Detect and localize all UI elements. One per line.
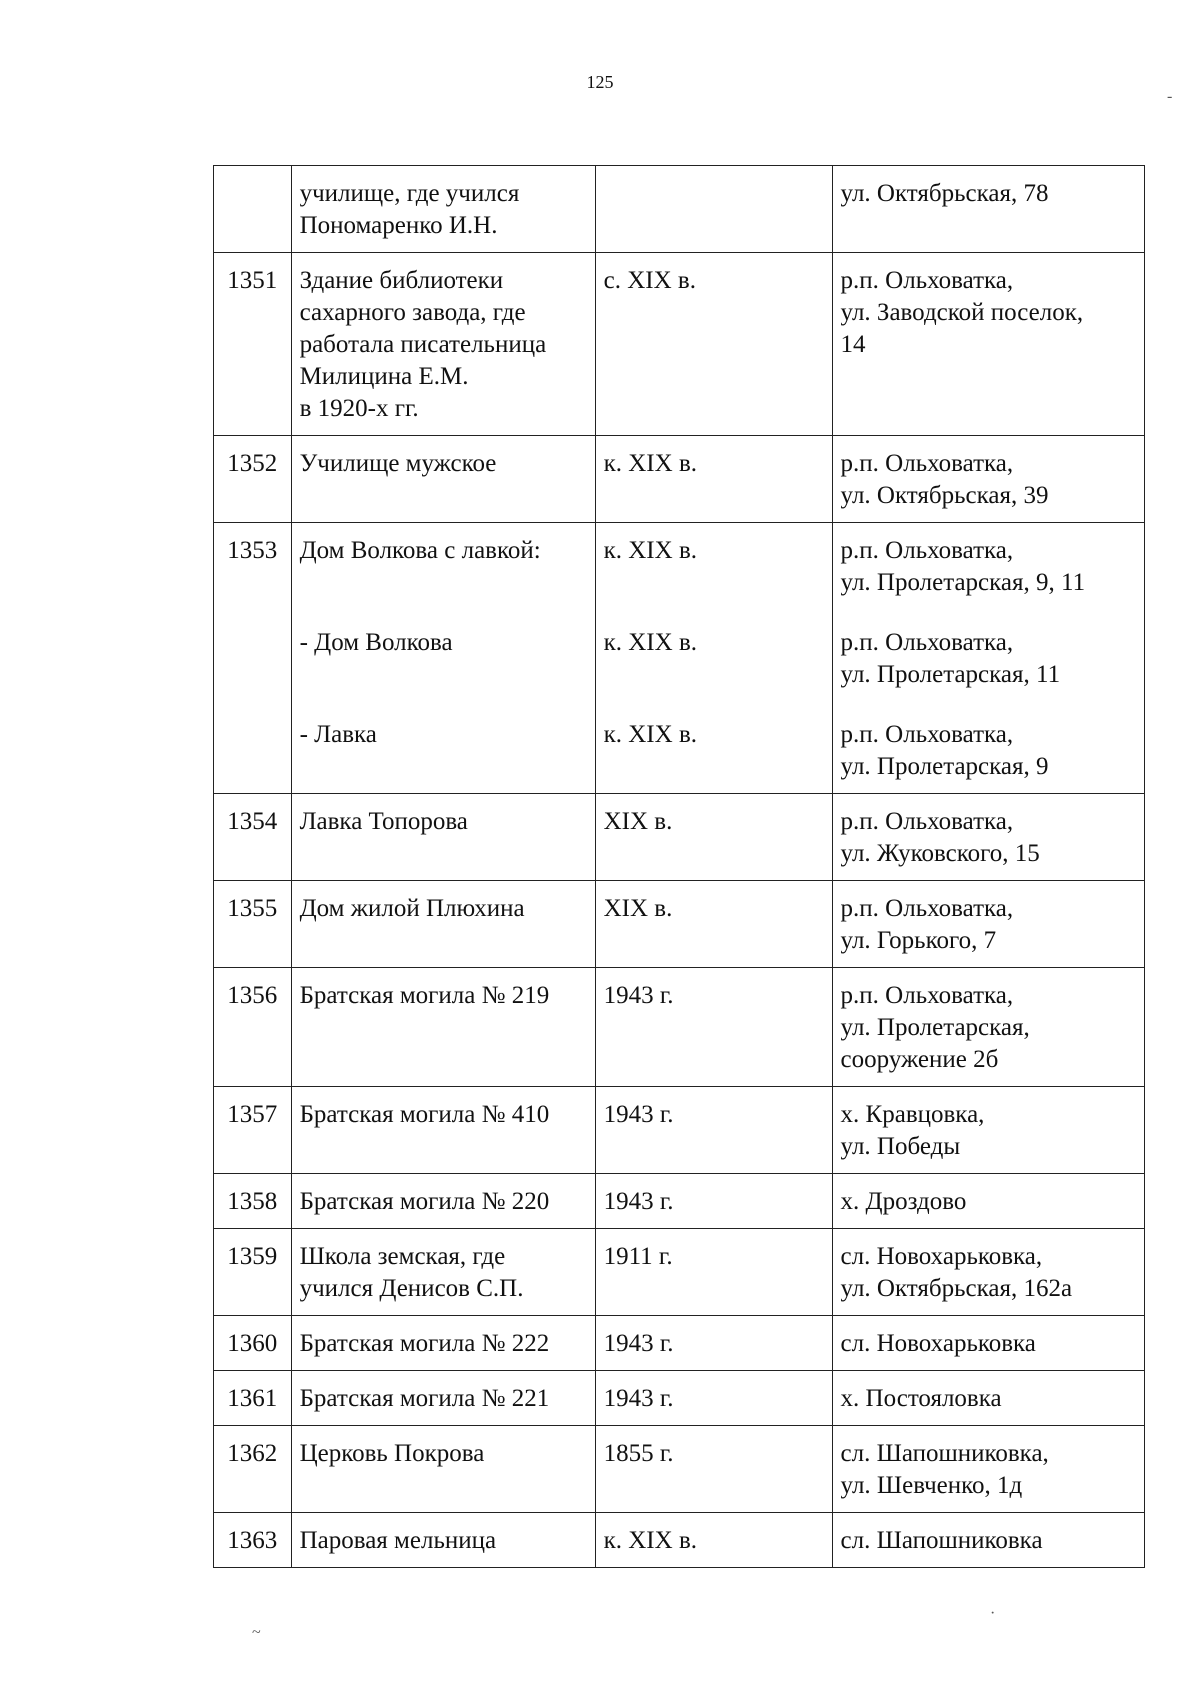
scan-speck: ~ xyxy=(252,1624,261,1641)
object-address-line: р.п. Ольховатка, xyxy=(840,721,1014,748)
table-row xyxy=(214,253,1145,436)
object-name-line: Здание библиотеки xyxy=(299,267,504,294)
monuments-table xyxy=(213,165,1145,1568)
row-number: 1361 xyxy=(214,1371,292,1426)
row-number: 1356 xyxy=(214,968,292,1087)
object-address-line: р.п. Ольховатка, xyxy=(840,450,1014,477)
object-date xyxy=(595,1229,832,1316)
table-row xyxy=(214,1513,1145,1568)
object-name xyxy=(291,253,595,436)
object-name xyxy=(291,523,595,794)
row-number: 1355 xyxy=(214,881,292,968)
object-name-line: Паровая мельница xyxy=(299,1527,497,1554)
page-number: 125 xyxy=(586,72,614,92)
object-address xyxy=(832,1316,1144,1371)
object-name xyxy=(291,1229,595,1316)
object-name-line: Братская могила № 219 xyxy=(299,982,550,1009)
object-address-line: р.п. Ольховатка, xyxy=(840,808,1014,835)
object-name-line: работала писательница xyxy=(299,331,547,358)
row-number: 1353 xyxy=(214,523,292,794)
object-address-line: ул. Октябрьская, 78 xyxy=(840,180,1049,207)
table-row xyxy=(214,1371,1145,1426)
object-name-line: Школа земская, где xyxy=(299,1243,506,1270)
object-address xyxy=(832,1513,1144,1568)
object-date-line: 1943 г. xyxy=(603,1188,674,1215)
object-date xyxy=(595,253,832,436)
object-date xyxy=(595,1371,832,1426)
object-address-line: сл. Шапошниковка xyxy=(840,1527,1043,1554)
object-address-line: ул. Пролетарская, 9, 11 xyxy=(840,569,1086,596)
row-number: 1354 xyxy=(214,794,292,881)
object-address xyxy=(832,794,1144,881)
object-address-line: ул. Жуковского, 15 xyxy=(840,840,1040,867)
object-name-line: Братская могила № 410 xyxy=(299,1101,550,1128)
object-address-line: р.п. Ольховатка, xyxy=(840,629,1014,656)
object-name xyxy=(291,1087,595,1174)
table-row xyxy=(214,881,1145,968)
object-name xyxy=(291,1371,595,1426)
object-address xyxy=(832,1371,1144,1426)
object-address-line: ул. Пролетарская, 9 xyxy=(840,753,1049,780)
object-name-line: училище, где учился xyxy=(299,180,520,207)
object-name-line: Церковь Покрова xyxy=(299,1440,485,1467)
object-address xyxy=(832,1087,1144,1174)
row-number: 1362 xyxy=(214,1426,292,1513)
table-row xyxy=(214,1174,1145,1229)
object-address-line: сл. Новохарьковка, xyxy=(840,1243,1043,1270)
object-date xyxy=(595,1513,832,1568)
object-date xyxy=(595,1174,832,1229)
object-date-line: XIX в. xyxy=(603,808,673,835)
object-name xyxy=(291,794,595,881)
object-date-line: 1943 г. xyxy=(603,1101,674,1128)
object-name-line: - Дом Волкова xyxy=(299,629,453,656)
object-date-line: к. XIX в. xyxy=(603,1527,697,1554)
row-number: 1363 xyxy=(214,1513,292,1568)
row-number: 1359 xyxy=(214,1229,292,1316)
object-address-line: х. Дроздово xyxy=(840,1188,967,1215)
object-date xyxy=(595,1316,832,1371)
object-name xyxy=(291,1316,595,1371)
table-row xyxy=(214,1316,1145,1371)
object-name xyxy=(291,968,595,1087)
object-address-line: ул. Пролетарская, 11 xyxy=(840,661,1061,688)
object-address xyxy=(832,523,1144,794)
object-address xyxy=(832,1174,1144,1229)
object-address-line: сл. Новохарьковка xyxy=(840,1330,1036,1357)
object-address xyxy=(832,1426,1144,1513)
object-name xyxy=(291,881,595,968)
object-address-line: ул. Октябрьская, 162а xyxy=(840,1275,1073,1302)
table-row xyxy=(214,436,1145,523)
object-date-line: к. XIX в. xyxy=(603,721,697,748)
object-date-line: 1943 г. xyxy=(603,1385,674,1412)
object-name-line: Лавка Топорова xyxy=(299,808,468,835)
object-name-line: Милицина Е.М. xyxy=(299,363,469,390)
object-address-line: х. Постояловка xyxy=(840,1385,1002,1412)
object-date xyxy=(595,166,832,253)
object-name-line: Пономаренко И.Н. xyxy=(299,212,498,239)
table-row xyxy=(214,968,1145,1087)
object-date xyxy=(595,794,832,881)
object-address-line: р.п. Ольховатка, xyxy=(840,267,1014,294)
object-date-line: XIX в. xyxy=(603,895,673,922)
object-address xyxy=(832,1229,1144,1316)
object-date-line: к. XIX в. xyxy=(603,450,697,477)
object-date xyxy=(595,968,832,1087)
object-date-line: с. XIX в. xyxy=(603,267,696,294)
object-address-line: х. Кравцовка, xyxy=(840,1101,985,1128)
object-address-line: ул. Заводской поселок, xyxy=(840,299,1084,326)
table-row xyxy=(214,523,1145,794)
row-number: 1358 xyxy=(214,1174,292,1229)
table-row xyxy=(214,1229,1145,1316)
object-address-line: ул. Горького, 7 xyxy=(840,927,997,954)
object-date-line: к. XIX в. xyxy=(603,629,697,656)
object-address-line: сооружение 2б xyxy=(840,1046,999,1073)
table-row xyxy=(214,794,1145,881)
object-name xyxy=(291,436,595,523)
object-address xyxy=(832,881,1144,968)
object-address-line: р.п. Ольховатка, xyxy=(840,537,1014,564)
scan-speck: - xyxy=(1167,88,1173,105)
object-date-line: 1855 г. xyxy=(603,1440,674,1467)
object-address-line: ул. Пролетарская, xyxy=(840,1014,1030,1041)
object-address xyxy=(832,436,1144,523)
object-address xyxy=(832,166,1144,253)
object-name xyxy=(291,166,595,253)
object-name-line: - Лавка xyxy=(299,721,377,748)
object-address-line: сл. Шапошниковка, xyxy=(840,1440,1049,1467)
object-name-line: в 1920-х гг. xyxy=(299,395,419,422)
table-row xyxy=(214,1426,1145,1513)
object-address xyxy=(832,253,1144,436)
row-number: 1352 xyxy=(214,436,292,523)
scan-speck: · xyxy=(990,1605,996,1622)
object-name xyxy=(291,1174,595,1229)
row-number xyxy=(214,166,292,253)
row-number: 1360 xyxy=(214,1316,292,1371)
object-name-line: Дом Волкова с лавкой: xyxy=(299,537,541,564)
object-name-line: сахарного завода, где xyxy=(299,299,526,326)
object-date xyxy=(595,881,832,968)
object-address-line: ул. Победы xyxy=(840,1133,961,1160)
object-address xyxy=(832,968,1144,1087)
object-date xyxy=(595,436,832,523)
object-date xyxy=(595,1426,832,1513)
object-date-line: 1943 г. xyxy=(603,982,674,1009)
row-number: 1357 xyxy=(214,1087,292,1174)
row-number: 1351 xyxy=(214,253,292,436)
object-address-line: ул. Шевченко, 1д xyxy=(840,1472,1023,1499)
object-date-line: к. XIX в. xyxy=(603,537,697,564)
object-name-line: Дом жилой Плюхина xyxy=(299,895,525,922)
object-address-line: 14 xyxy=(840,331,866,358)
table-row xyxy=(214,1087,1145,1174)
object-name-line: Братская могила № 220 xyxy=(299,1188,550,1215)
object-address-line: ул. Октябрьская, 39 xyxy=(840,482,1049,509)
table-row xyxy=(214,166,1145,253)
object-date xyxy=(595,523,832,794)
object-address-line: р.п. Ольховатка, xyxy=(840,895,1014,922)
object-date xyxy=(595,1087,832,1174)
object-name-line: Братская могила № 221 xyxy=(299,1385,550,1412)
object-address-line: р.п. Ольховатка, xyxy=(840,982,1014,1009)
object-name-line: учился Денисов С.П. xyxy=(299,1275,524,1302)
object-date-line: 1943 г. xyxy=(603,1330,674,1357)
object-name-line: Училище мужское xyxy=(299,450,497,477)
object-date-line: 1911 г. xyxy=(603,1243,673,1270)
object-name xyxy=(291,1513,595,1568)
object-name xyxy=(291,1426,595,1513)
object-name-line: Братская могила № 222 xyxy=(299,1330,550,1357)
